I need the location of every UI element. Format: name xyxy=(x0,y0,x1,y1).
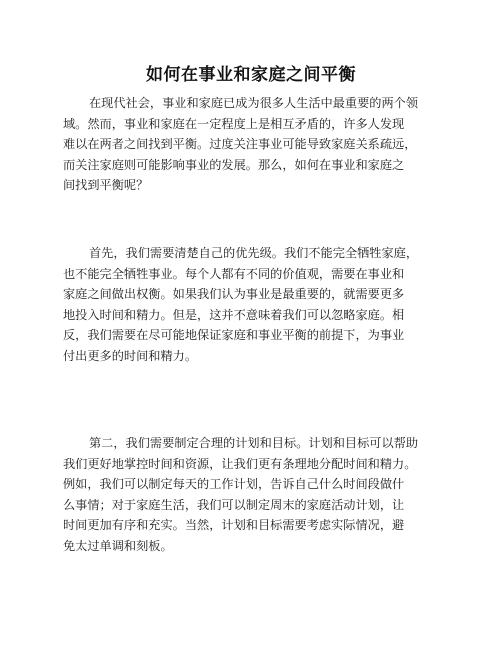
paragraph-2 xyxy=(63,243,443,367)
paragraph-line: 付出更多的时间和精力。 xyxy=(63,348,198,363)
paragraph-line: 家庭之间做出权衡。如果我们认为事业是最重要的，就需要更多 xyxy=(63,287,405,302)
paragraph-line: 么事情；对于家庭生活，我们可以制定周末的家庭活动计划，让 xyxy=(63,497,405,512)
paragraph-line: 而关注家庭则可能影响事业的发展。那么，如何在事业和家庭之 xyxy=(63,157,405,172)
paragraph-line: 免太过单调和刻板。 xyxy=(63,538,173,553)
paragraph-line: 地投入时间和精力。但是，这并不意味着我们可以忽略家庭。相 xyxy=(63,307,405,322)
paragraph-line: 也不能完全牺牲事业。每个人都有不同的价值观，需要在事业和 xyxy=(63,266,405,281)
paragraph-line: 首先，我们需要清楚自己的优先级。我们不能完全牺牲家庭， xyxy=(89,246,419,260)
paragraph-line: 在现代社会，事业和家庭已成为很多人生活中最重要的两个领 xyxy=(89,96,419,110)
paragraph-line: 域。然而，事业和家庭在一定程度上是相互矛盾的，许多人发现 xyxy=(63,116,405,131)
paragraph-1 xyxy=(63,93,443,196)
paragraph-line: 第二，我们需要制定合理的计划和目标。计划和目标可以帮助 xyxy=(89,436,419,450)
document-title: 如何在事业和家庭之间平衡 xyxy=(146,65,356,85)
paragraph-line: 间找到平衡呢？ xyxy=(63,178,149,193)
paragraph-line: 时间更加有序和充实。当然，计划和目标需要考虑实际情况，避 xyxy=(63,518,405,533)
paragraph-line: 我们更好地掌控时间和资源，让我们更有条理地分配时间和精力。 xyxy=(63,456,417,471)
paragraph-line: 反，我们需要在尽可能地保证家庭和事业平衡的前提下，为事业 xyxy=(63,328,405,343)
paragraph-line: 难以在两者之间找到平衡。过度关注事业可能导致家庭关系疏远， xyxy=(63,137,417,152)
paragraph-line: 例如，我们可以制定每天的工作计划，告诉自己什么时间段做什 xyxy=(63,477,405,492)
paragraph-3 xyxy=(63,433,443,557)
